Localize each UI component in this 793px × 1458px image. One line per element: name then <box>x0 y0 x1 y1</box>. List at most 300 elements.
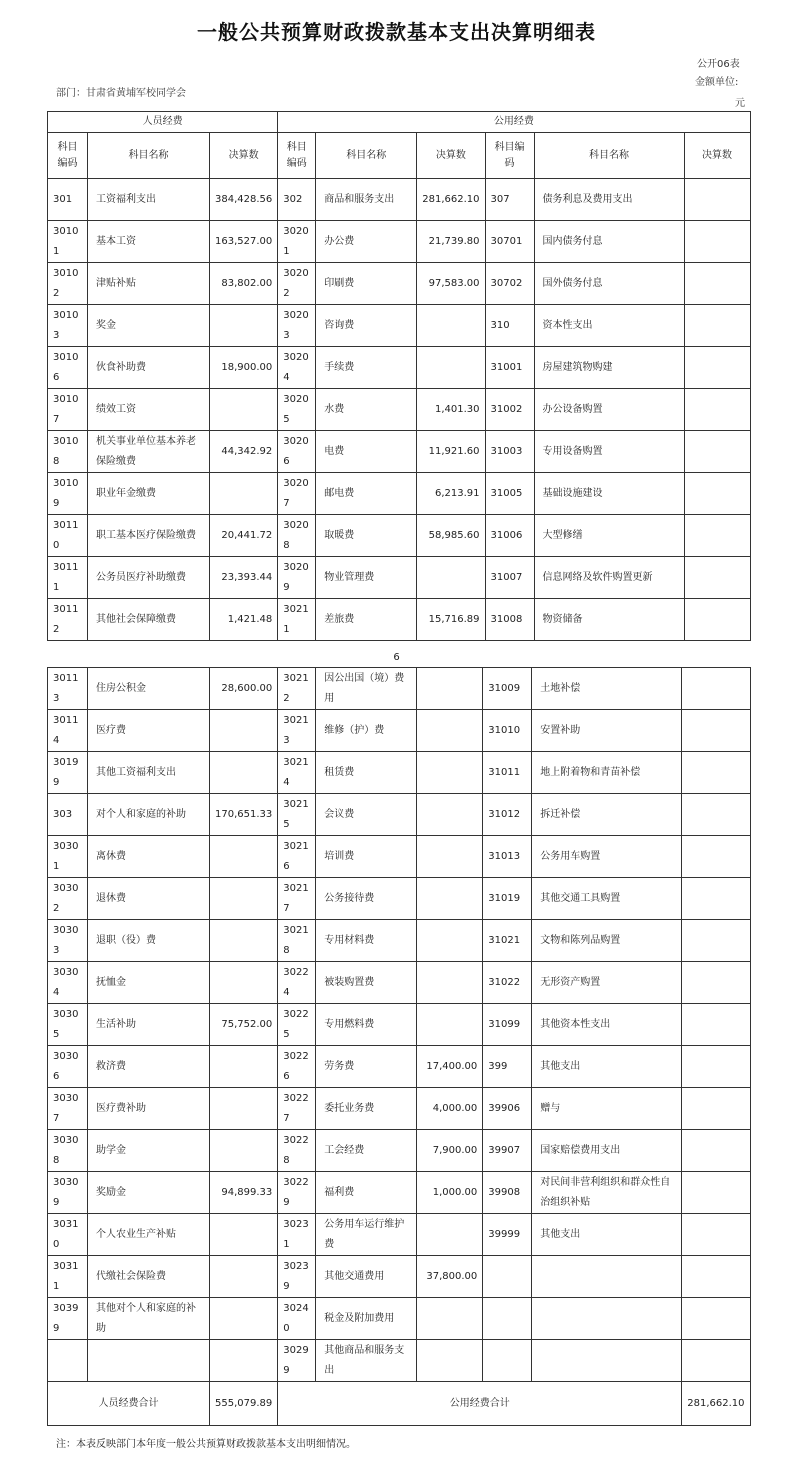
table-cell: 302 <box>278 179 316 221</box>
table-cell <box>417 1004 483 1046</box>
table-cell <box>684 305 750 347</box>
table-cell: 6,213.91 <box>417 473 485 515</box>
table-cell: 31007 <box>485 557 534 599</box>
table-cell: 30701 <box>485 221 534 263</box>
table-row <box>48 920 751 962</box>
table-cell: 30206 <box>278 431 316 473</box>
personnel-total-label: 人员经费合计 <box>48 1382 210 1426</box>
table-cell: 公务员医疗补助缴费 <box>88 557 210 599</box>
table-cell: 31019 <box>483 878 532 920</box>
table-cell: 培训费 <box>316 836 417 878</box>
table-row <box>48 473 751 515</box>
table-cell: 31006 <box>485 515 534 557</box>
table-cell: 31009 <box>483 668 532 710</box>
table-cell: 维修（护）费 <box>316 710 417 752</box>
table-row <box>48 878 751 920</box>
table-cell: 94,899.33 <box>210 1172 278 1214</box>
table-cell: 物资储备 <box>534 599 684 641</box>
table-cell: 会议费 <box>316 794 417 836</box>
table-cell: 土地补偿 <box>532 668 682 710</box>
table-cell <box>417 557 485 599</box>
table-cell: 1,421.48 <box>210 599 278 641</box>
table-cell: 30106 <box>48 347 88 389</box>
table-row <box>48 599 751 641</box>
table-cell: 30310 <box>48 1214 88 1256</box>
table-cell <box>417 1298 483 1340</box>
table-cell: 30108 <box>48 431 88 473</box>
table-cell: 印刷费 <box>316 263 417 305</box>
table-cell: 31010 <box>483 710 532 752</box>
table-cell: 职业年金缴费 <box>88 473 210 515</box>
table-cell: 30109 <box>48 473 88 515</box>
table-cell <box>417 1340 483 1382</box>
table-cell <box>684 347 750 389</box>
table-cell <box>417 752 483 794</box>
table-row <box>48 347 751 389</box>
table-cell <box>682 1088 750 1130</box>
table-cell: 商品和服务支出 <box>316 179 417 221</box>
column-header-name: 科目名称 <box>316 133 417 179</box>
table-cell <box>210 1130 278 1172</box>
table-cell: 离休费 <box>88 836 210 878</box>
table-cell: 30306 <box>48 1046 88 1088</box>
column-header-code: 科目编码 <box>278 133 316 179</box>
department-label: 部门：甘肃省黄埔军校同学会 <box>56 88 186 99</box>
table-cell: 17,400.00 <box>417 1046 483 1088</box>
table-cell: 债务利息及费用支出 <box>534 179 684 221</box>
table-row <box>48 1046 751 1088</box>
table-cell <box>684 515 750 557</box>
table-cell: 国家赔偿费用支出 <box>532 1130 682 1172</box>
table-cell: 31012 <box>483 794 532 836</box>
table-cell: 其他支出 <box>532 1046 682 1088</box>
table-cell: 97,583.00 <box>417 263 485 305</box>
table-cell: 职工基本医疗保险缴费 <box>88 515 210 557</box>
table-cell <box>682 878 750 920</box>
table-cell <box>682 1256 750 1298</box>
table-row <box>48 263 751 305</box>
table-cell <box>682 794 750 836</box>
table-cell: 30110 <box>48 515 88 557</box>
table-cell <box>684 389 750 431</box>
table-cell <box>417 710 483 752</box>
table-cell: 公务接待费 <box>316 878 417 920</box>
table-cell: 28,600.00 <box>210 668 278 710</box>
table-cell: 170,651.33 <box>210 794 278 836</box>
table-cell: 31002 <box>485 389 534 431</box>
table-cell: 咨询费 <box>316 305 417 347</box>
table-cell: 生活补助 <box>88 1004 210 1046</box>
table-cell: 30224 <box>278 962 316 1004</box>
table-cell: 30199 <box>48 752 88 794</box>
table-cell: 个人农业生产补贴 <box>88 1214 210 1256</box>
table-cell: 对个人和家庭的补助 <box>88 794 210 836</box>
table-cell: 办公设备购置 <box>534 389 684 431</box>
table-cell: 31022 <box>483 962 532 1004</box>
table-cell <box>682 1340 750 1382</box>
table-cell <box>210 473 278 515</box>
table-cell: 专用材料费 <box>316 920 417 962</box>
table-cell: 31013 <box>483 836 532 878</box>
table-cell <box>210 1340 278 1382</box>
table-cell <box>417 305 485 347</box>
table-cell: 工会经费 <box>316 1130 417 1172</box>
table-cell <box>417 962 483 1004</box>
table-cell: 赠与 <box>532 1088 682 1130</box>
table-cell <box>684 263 750 305</box>
table-cell: 专用燃料费 <box>316 1004 417 1046</box>
table-cell <box>684 473 750 515</box>
table-cell: 退休费 <box>88 878 210 920</box>
table-row <box>48 305 751 347</box>
table-cell: 30207 <box>278 473 316 515</box>
table-row <box>48 1298 751 1340</box>
table-row <box>48 179 751 221</box>
table-cell: 劳务费 <box>316 1046 417 1088</box>
table-cell: 30208 <box>278 515 316 557</box>
table-cell: 30216 <box>278 836 316 878</box>
table-cell: 住房公积金 <box>88 668 210 710</box>
table-cell: 30311 <box>48 1256 88 1298</box>
table-row <box>48 221 751 263</box>
unit-value: 元 <box>735 98 745 109</box>
table-cell: 30307 <box>48 1088 88 1130</box>
personnel-group-header: 人员经费 <box>48 112 278 133</box>
public-total-label: 公用经费合计 <box>278 1382 682 1426</box>
table-cell <box>483 1256 532 1298</box>
table-cell: 委托业务费 <box>316 1088 417 1130</box>
table-cell <box>210 1046 278 1088</box>
table-cell: 信息网络及软件购置更新 <box>534 557 684 599</box>
table-cell <box>684 599 750 641</box>
table-cell: 37,800.00 <box>417 1256 483 1298</box>
table-cell: 国外债务付息 <box>534 263 684 305</box>
table-cell: 384,428.56 <box>210 179 278 221</box>
table-cell: 抚恤金 <box>88 962 210 1004</box>
public-group-header: 公用经费 <box>278 112 750 133</box>
table-cell: 301 <box>48 179 88 221</box>
table-cell: 工资福利支出 <box>88 179 210 221</box>
table-cell: 津贴补贴 <box>88 263 210 305</box>
table-cell: 其他工资福利支出 <box>88 752 210 794</box>
table-cell <box>210 920 278 962</box>
table-cell: 医疗费补助 <box>88 1088 210 1130</box>
table-cell: 其他交通费用 <box>316 1256 417 1298</box>
table-cell: 医疗费 <box>88 710 210 752</box>
table-cell: 15,716.89 <box>417 599 485 641</box>
table-cell: 399 <box>483 1046 532 1088</box>
table-cell: 拆迁补偿 <box>532 794 682 836</box>
table-cell: 30111 <box>48 557 88 599</box>
table-cell: 30239 <box>278 1256 316 1298</box>
table-cell <box>682 1130 750 1172</box>
table-cell: 30212 <box>278 668 316 710</box>
table-row <box>48 668 751 710</box>
table-cell <box>417 668 483 710</box>
table-cell: 30231 <box>278 1214 316 1256</box>
table-cell: 31021 <box>483 920 532 962</box>
table-cell: 83,802.00 <box>210 263 278 305</box>
table-cell <box>210 389 278 431</box>
table-cell: 因公出国（境）费用 <box>316 668 417 710</box>
table-cell <box>210 1214 278 1256</box>
table-cell: 18,900.00 <box>210 347 278 389</box>
table-cell: 39907 <box>483 1130 532 1172</box>
table-cell: 30301 <box>48 836 88 878</box>
table-cell: 电费 <box>316 431 417 473</box>
table-row <box>48 710 751 752</box>
table-cell: 30218 <box>278 920 316 962</box>
table-cell <box>684 557 750 599</box>
table-cell: 30215 <box>278 794 316 836</box>
table-cell: 30702 <box>485 263 534 305</box>
table-cell: 退职（役）费 <box>88 920 210 962</box>
table-cell <box>684 431 750 473</box>
table-cell: 助学金 <box>88 1130 210 1172</box>
column-header-name: 科目名称 <box>534 133 684 179</box>
table-cell <box>532 1340 682 1382</box>
table-cell: 30302 <box>48 878 88 920</box>
table-cell: 基本工资 <box>88 221 210 263</box>
table-cell: 30211 <box>278 599 316 641</box>
table-cell <box>417 794 483 836</box>
table-cell: 1,000.00 <box>417 1172 483 1214</box>
table-cell: 大型修缮 <box>534 515 684 557</box>
table-cell: 30102 <box>48 263 88 305</box>
public-total-value: 281,662.10 <box>682 1382 750 1426</box>
table-cell: 租赁费 <box>316 752 417 794</box>
table-cell: 被装购置费 <box>316 962 417 1004</box>
table-cell: 伙食补助费 <box>88 347 210 389</box>
table-cell: 23,393.44 <box>210 557 278 599</box>
table-cell: 30201 <box>278 221 316 263</box>
table-cell <box>684 179 750 221</box>
table-cell: 其他社会保障缴费 <box>88 599 210 641</box>
table-cell: 其他对个人和家庭的补助 <box>88 1298 210 1340</box>
table-row <box>48 557 751 599</box>
table-cell: 303 <box>48 794 88 836</box>
table-cell <box>417 1214 483 1256</box>
table-cell <box>682 668 750 710</box>
table-row <box>48 1256 751 1298</box>
table-cell: 资本性支出 <box>534 305 684 347</box>
table-cell: 163,527.00 <box>210 221 278 263</box>
table-cell: 公务用车运行维护费 <box>316 1214 417 1256</box>
table-cell: 绩效工资 <box>88 389 210 431</box>
table-cell <box>417 878 483 920</box>
table-cell: 30227 <box>278 1088 316 1130</box>
table-cell <box>417 836 483 878</box>
table-cell: 30309 <box>48 1172 88 1214</box>
table-cell: 1,401.30 <box>417 389 485 431</box>
table-row <box>48 431 751 473</box>
table-cell <box>210 836 278 878</box>
table-cell <box>88 1340 210 1382</box>
table-cell: 281,662.10 <box>417 179 485 221</box>
table-cell: 30304 <box>48 962 88 1004</box>
table-cell <box>682 836 750 878</box>
column-header-amount: 决算数 <box>684 133 750 179</box>
table-cell: 文物和陈列品购置 <box>532 920 682 962</box>
detail-table-page2 <box>47 667 751 1426</box>
table-cell: 差旅费 <box>316 599 417 641</box>
table-row <box>48 962 751 1004</box>
table-cell <box>682 1172 750 1214</box>
table-cell: 地上附着物和青苗补偿 <box>532 752 682 794</box>
table-cell: 其他商品和服务支出 <box>316 1340 417 1382</box>
table-cell: 其他交通工具购置 <box>532 878 682 920</box>
table-cell: 30240 <box>278 1298 316 1340</box>
detail-table-page1 <box>47 111 751 641</box>
table-cell: 安置补助 <box>532 710 682 752</box>
table-cell: 21,739.80 <box>417 221 485 263</box>
table-row <box>48 1004 751 1046</box>
table-cell <box>483 1340 532 1382</box>
table-cell: 邮电费 <box>316 473 417 515</box>
table-cell <box>682 1004 750 1046</box>
table-cell <box>210 710 278 752</box>
table-cell: 30305 <box>48 1004 88 1046</box>
column-header-name: 科目名称 <box>88 133 210 179</box>
personnel-total-value: 555,079.89 <box>210 1382 278 1426</box>
table-row <box>48 1214 751 1256</box>
table-cell <box>483 1298 532 1340</box>
table-cell <box>684 221 750 263</box>
table-cell: 奖励金 <box>88 1172 210 1214</box>
table-cell <box>210 962 278 1004</box>
table-cell: 其他资本性支出 <box>532 1004 682 1046</box>
table-cell <box>682 1046 750 1088</box>
table-cell: 44,342.92 <box>210 431 278 473</box>
column-header-amount: 决算数 <box>417 133 485 179</box>
form-number: 公开06表 <box>697 59 740 70</box>
table-cell: 30225 <box>278 1004 316 1046</box>
table-cell: 31003 <box>485 431 534 473</box>
footnote: 注：本表反映部门本年度一般公共预算财政拨款基本支出明细情况。 <box>56 1439 356 1450</box>
table-cell <box>532 1298 682 1340</box>
table-row <box>48 836 751 878</box>
column-header-code: 科目编码 <box>485 133 534 179</box>
table-cell: 11,921.60 <box>417 431 485 473</box>
table-cell: 基础设施建设 <box>534 473 684 515</box>
table-row <box>48 389 751 431</box>
table-cell: 对民间非营利组织和群众性自治组织补贴 <box>532 1172 682 1214</box>
table-cell: 31001 <box>485 347 534 389</box>
table-cell: 公务用车购置 <box>532 836 682 878</box>
table-cell: 307 <box>485 179 534 221</box>
table-cell: 30112 <box>48 599 88 641</box>
table-cell: 20,441.72 <box>210 515 278 557</box>
table-cell: 物业管理费 <box>316 557 417 599</box>
table-cell: 30204 <box>278 347 316 389</box>
table-cell: 30209 <box>278 557 316 599</box>
table-row <box>48 1172 751 1214</box>
table-cell: 福利费 <box>316 1172 417 1214</box>
table-cell: 58,985.60 <box>417 515 485 557</box>
table-cell: 30103 <box>48 305 88 347</box>
table-cell: 30203 <box>278 305 316 347</box>
table-cell: 房屋建筑物购建 <box>534 347 684 389</box>
table-cell: 30226 <box>278 1046 316 1088</box>
table-cell: 31099 <box>483 1004 532 1046</box>
table-cell: 30214 <box>278 752 316 794</box>
table-cell <box>682 1298 750 1340</box>
table-cell: 30101 <box>48 221 88 263</box>
table-cell <box>210 752 278 794</box>
table-cell <box>682 752 750 794</box>
page-number: 6 <box>393 652 400 663</box>
table-cell: 其他支出 <box>532 1214 682 1256</box>
table-cell <box>682 962 750 1004</box>
table-cell: 30114 <box>48 710 88 752</box>
table-cell: 30202 <box>278 263 316 305</box>
column-header-amount: 决算数 <box>210 133 278 179</box>
table-cell: 水费 <box>316 389 417 431</box>
table-cell <box>210 305 278 347</box>
table-cell: 30229 <box>278 1172 316 1214</box>
table-cell <box>417 920 483 962</box>
table-cell: 办公费 <box>316 221 417 263</box>
table-row <box>48 515 751 557</box>
table-cell <box>532 1256 682 1298</box>
table-cell <box>210 1298 278 1340</box>
table-cell: 75,752.00 <box>210 1004 278 1046</box>
table-cell: 30217 <box>278 878 316 920</box>
table-cell <box>48 1340 88 1382</box>
table-cell: 奖金 <box>88 305 210 347</box>
table-cell: 机关事业单位基本养老保险缴费 <box>88 431 210 473</box>
table-cell: 税金及附加费用 <box>316 1298 417 1340</box>
table-cell: 无形资产购置 <box>532 962 682 1004</box>
table-cell: 30113 <box>48 668 88 710</box>
column-header-code: 科目编码 <box>48 133 88 179</box>
table-cell: 39906 <box>483 1088 532 1130</box>
table-cell: 30399 <box>48 1298 88 1340</box>
report-title: 一般公共预算财政拨款基本支出决算明细表 <box>197 20 596 44</box>
table-cell: 30213 <box>278 710 316 752</box>
table-cell: 国内债务付息 <box>534 221 684 263</box>
table-cell: 31008 <box>485 599 534 641</box>
table-cell: 30228 <box>278 1130 316 1172</box>
table-cell: 30107 <box>48 389 88 431</box>
table-cell: 39908 <box>483 1172 532 1214</box>
table-cell <box>682 710 750 752</box>
table-cell <box>417 347 485 389</box>
table-cell: 30308 <box>48 1130 88 1172</box>
table-cell: 手续费 <box>316 347 417 389</box>
table-cell <box>682 1214 750 1256</box>
table-row <box>48 1340 751 1382</box>
table-row <box>48 1130 751 1172</box>
table-cell <box>210 878 278 920</box>
table-cell: 7,900.00 <box>417 1130 483 1172</box>
table-row <box>48 752 751 794</box>
table-row <box>48 1088 751 1130</box>
table-cell: 30299 <box>278 1340 316 1382</box>
unit-label: 金额单位: <box>695 77 739 88</box>
table-cell: 取暖费 <box>316 515 417 557</box>
table-cell: 310 <box>485 305 534 347</box>
table-cell: 救济费 <box>88 1046 210 1088</box>
table-cell: 30205 <box>278 389 316 431</box>
table-cell <box>210 1256 278 1298</box>
table-cell: 31005 <box>485 473 534 515</box>
table-row <box>48 794 751 836</box>
table-cell: 专用设备购置 <box>534 431 684 473</box>
table-cell: 4,000.00 <box>417 1088 483 1130</box>
table-cell <box>682 920 750 962</box>
table-cell: 39999 <box>483 1214 532 1256</box>
